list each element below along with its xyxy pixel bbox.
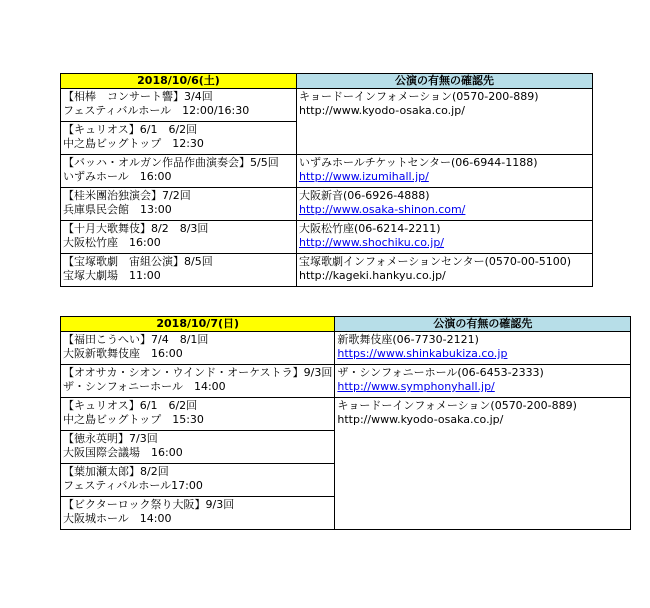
contact-cell (297, 254, 593, 287)
event-cell (61, 431, 335, 464)
contact-header: 公演の有無の確認先 (297, 74, 593, 89)
contact-link[interactable]: http://www.symphonyhall.jp/ (337, 380, 495, 393)
contact-link[interactable]: http://www.shochiku.co.jp/ (299, 236, 445, 249)
table-header-row (61, 74, 593, 89)
event-title: 【相棒 コンサート響】3/4回 (63, 90, 213, 103)
contact-cell (335, 332, 631, 365)
date-header: 2018/10/6(土) (61, 74, 297, 89)
table-header-row (61, 317, 631, 332)
event-title: 【桂米團治独演会】7/2回 (63, 189, 191, 202)
event-title: 【十月大歌舞伎】8/2 8/3回 (63, 222, 209, 235)
event-venue-time: 中之島ビッグトップ 15:30 (63, 413, 204, 426)
contact-name: 宝塚歌劇インフォメーションセンター(0570-00-5100) (299, 255, 572, 268)
table-row (61, 155, 593, 188)
contact-name: キョードーインフォメーション(0570-200-889) (299, 90, 539, 103)
event-cell (61, 122, 297, 155)
event-venue-time: フェスティバルホール 12:00/16:30 (63, 104, 250, 117)
event-cell (61, 398, 335, 431)
schedule-table-oct6 (60, 73, 593, 287)
table-row (61, 221, 593, 254)
schedule-table-oct7 (60, 316, 631, 530)
event-cell (61, 332, 335, 365)
table-row (61, 89, 593, 122)
event-title: 【ビクターロック祭り大阪】9/3回 (63, 498, 235, 511)
event-venue-time: フェスティバルホール17:00 (63, 479, 203, 492)
event-title: 【オオサカ・シオン・ウインド・オーケストラ】9/3回 (63, 366, 333, 379)
event-cell (61, 155, 297, 188)
event-title: 【葉加瀬太郎】8/2回 (63, 465, 169, 478)
event-cell (61, 89, 297, 122)
event-venue-time: 兵庫県民会館 13:00 (63, 203, 172, 216)
table-row (61, 398, 631, 431)
event-cell (61, 464, 335, 497)
event-title: 【キュリオス】6/1 6/2回 (63, 123, 198, 136)
event-venue-time: 大阪新歌舞伎座 16:00 (63, 347, 183, 360)
contact-header: 公演の有無の確認先 (335, 317, 631, 332)
contact-name: 新歌舞伎座(06-7730-2121) (337, 333, 479, 346)
event-title: 【バッハ・オルガン作品作曲演奏会】5/5回 (63, 156, 279, 169)
event-venue-time: 大阪松竹座 16:00 (63, 236, 161, 249)
table-row (61, 332, 631, 365)
contact-name: 大阪新音(06-6926-4888) (299, 189, 430, 202)
table-row (61, 254, 593, 287)
contact-cell (297, 221, 593, 254)
contact-name: キョードーインフォメーション(0570-200-889) (337, 399, 577, 412)
contact-url[interactable]: http://kageki.hankyu.co.jp/ (299, 269, 446, 282)
event-cell (61, 497, 335, 530)
contact-url[interactable]: http://www.kyodo-osaka.co.jp/ (337, 413, 504, 426)
event-cell (61, 254, 297, 287)
contact-name: 大阪松竹座(06-6214-2211) (299, 222, 441, 235)
contact-name: いずみホールチケットセンター(06-6944-1188) (299, 156, 538, 169)
event-venue-time: 宝塚大劇場 11:00 (63, 269, 161, 282)
table-row (61, 365, 631, 398)
contact-link[interactable]: http://www.izumihall.jp/ (299, 170, 429, 183)
event-cell (61, 188, 297, 221)
contact-name: ザ・シンフォニーホール(06-6453-2333) (337, 366, 544, 379)
contact-link[interactable]: https://www.shinkabukiza.co.jp (337, 347, 508, 360)
event-title: 【徳永英明】7/3回 (63, 432, 158, 445)
event-cell (61, 221, 297, 254)
event-venue-time: 大阪城ホール 14:00 (63, 512, 172, 525)
event-venue-time: ザ・シンフォニーホール 14:00 (63, 380, 226, 393)
event-title: 【キュリオス】6/1 6/2回 (63, 399, 198, 412)
contact-cell (335, 398, 631, 530)
event-venue-time: 大阪国際会議場 16:00 (63, 446, 183, 459)
event-title: 【福田こうへい】7/4 8/1回 (63, 333, 209, 346)
event-venue-time: いずみホール 16:00 (63, 170, 172, 183)
contact-link[interactable]: http://www.osaka-shinon.com/ (299, 203, 466, 216)
table-row (61, 188, 593, 221)
contact-cell (297, 188, 593, 221)
contact-url[interactable]: http://www.kyodo-osaka.co.jp/ (299, 104, 465, 117)
event-venue-time: 中之島ビッグトップ 12:30 (63, 137, 204, 150)
contact-cell (297, 155, 593, 188)
event-title: 【宝塚歌劇 宙組公演】8/5回 (63, 255, 213, 268)
date-header: 2018/10/7(日) (61, 317, 335, 332)
contact-cell (335, 365, 631, 398)
event-cell (61, 365, 335, 398)
contact-cell (297, 89, 593, 155)
